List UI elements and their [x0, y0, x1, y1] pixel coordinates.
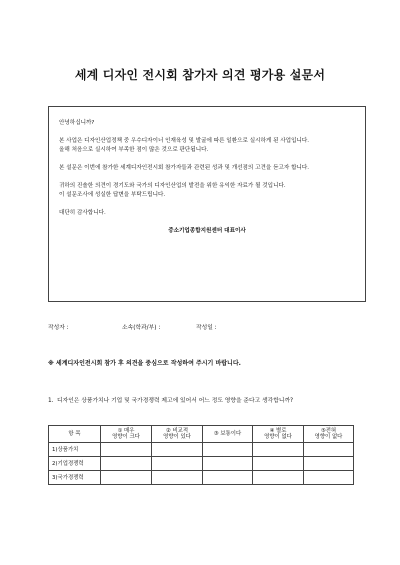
date-field-label[interactable]: 작성일 :: [196, 325, 217, 331]
document-title: 세계 디자인 전시회 참가자 의견 평가용 설문서: [74, 68, 326, 82]
answer-cell[interactable]: [152, 471, 203, 485]
answer-cell[interactable]: [101, 471, 152, 485]
intro-greeting: 안녕하십니까?: [59, 120, 95, 126]
table-row: [49, 471, 354, 485]
header-option-1: ① 매우 영향이 크다: [101, 426, 152, 443]
answer-cell[interactable]: [304, 457, 354, 471]
intro-letter-box: [48, 106, 366, 302]
intro-paragraph-survey: 본 설문은 이번에 참가한 세계디자인전시회 참가자들과 관련된 성과 및 개선점의 고견을 듣고자 합니다.: [59, 165, 310, 171]
answer-cell[interactable]: [253, 471, 304, 485]
header-option-5: ⑤전혀 영향이 없다: [304, 426, 354, 443]
intro-paragraph-request: 귀하의 진솔한 의견이 경기도와 국가의 디자인산업의 발전을 위한 유익한 자료가 될 것입니다. 이 설문조사에 성실한 답변을 부탁드립니다.: [59, 183, 286, 198]
answer-cell[interactable]: [101, 443, 152, 457]
answer-cell[interactable]: [152, 457, 203, 471]
rating-table: [48, 425, 354, 485]
intro-signature: 중소기업종합지원센터 대표이사: [168, 228, 246, 234]
row-label-company-competitiveness: 2)기업경쟁력: [49, 457, 101, 471]
question-text: 디자인은 상품가치나 기업 및 국가경쟁력 제고에 있어서 어느 정도 영향을 준다고 생각합니까?: [57, 398, 294, 404]
answer-cell[interactable]: [203, 443, 253, 457]
writer-field-label[interactable]: 작성자 :: [48, 325, 69, 331]
answer-cell[interactable]: [152, 443, 203, 457]
table-header-row: [49, 426, 354, 443]
answer-cell[interactable]: [253, 457, 304, 471]
answer-cell[interactable]: [304, 471, 354, 485]
survey-notice: ※ 세계디자인전시회 참가 후 의견을 중심으로 작성하여 주시기 바랍니다.: [48, 360, 241, 367]
question-1: [48, 397, 360, 407]
affiliation-field-label[interactable]: 소속(학과/부) :: [122, 325, 161, 331]
question-number: 1.: [48, 398, 54, 404]
answer-cell[interactable]: [101, 457, 152, 471]
header-option-4: ④ 별로 영향이 없다: [253, 426, 304, 443]
answer-cell[interactable]: [304, 443, 354, 457]
answer-cell[interactable]: [253, 443, 304, 457]
intro-paragraph-purpose: 본 사업은 디자인산업정책 중 우수디자이너 인재육성 및 발굴에 따른 일환으로 실시하게 된 사업입니다. 올해 처음으로 실시하여 부족한 점이 많은 것으로 판단됩니다.: [59, 138, 310, 153]
intro-thanks: 대단히 감사합니다.: [59, 210, 106, 216]
header-item: 항 목: [49, 426, 101, 443]
header-option-2: ② 비교적 영향이 있다: [152, 426, 203, 443]
header-option-3: ③ 보통이다: [203, 426, 253, 443]
row-label-product-value: 1)상품가치: [49, 443, 101, 457]
table-row: [49, 443, 354, 457]
row-label-national-competitiveness: 3)국가경쟁력: [49, 471, 101, 485]
answer-cell[interactable]: [203, 457, 253, 471]
table-row: [49, 457, 354, 471]
answer-cell[interactable]: [203, 471, 253, 485]
